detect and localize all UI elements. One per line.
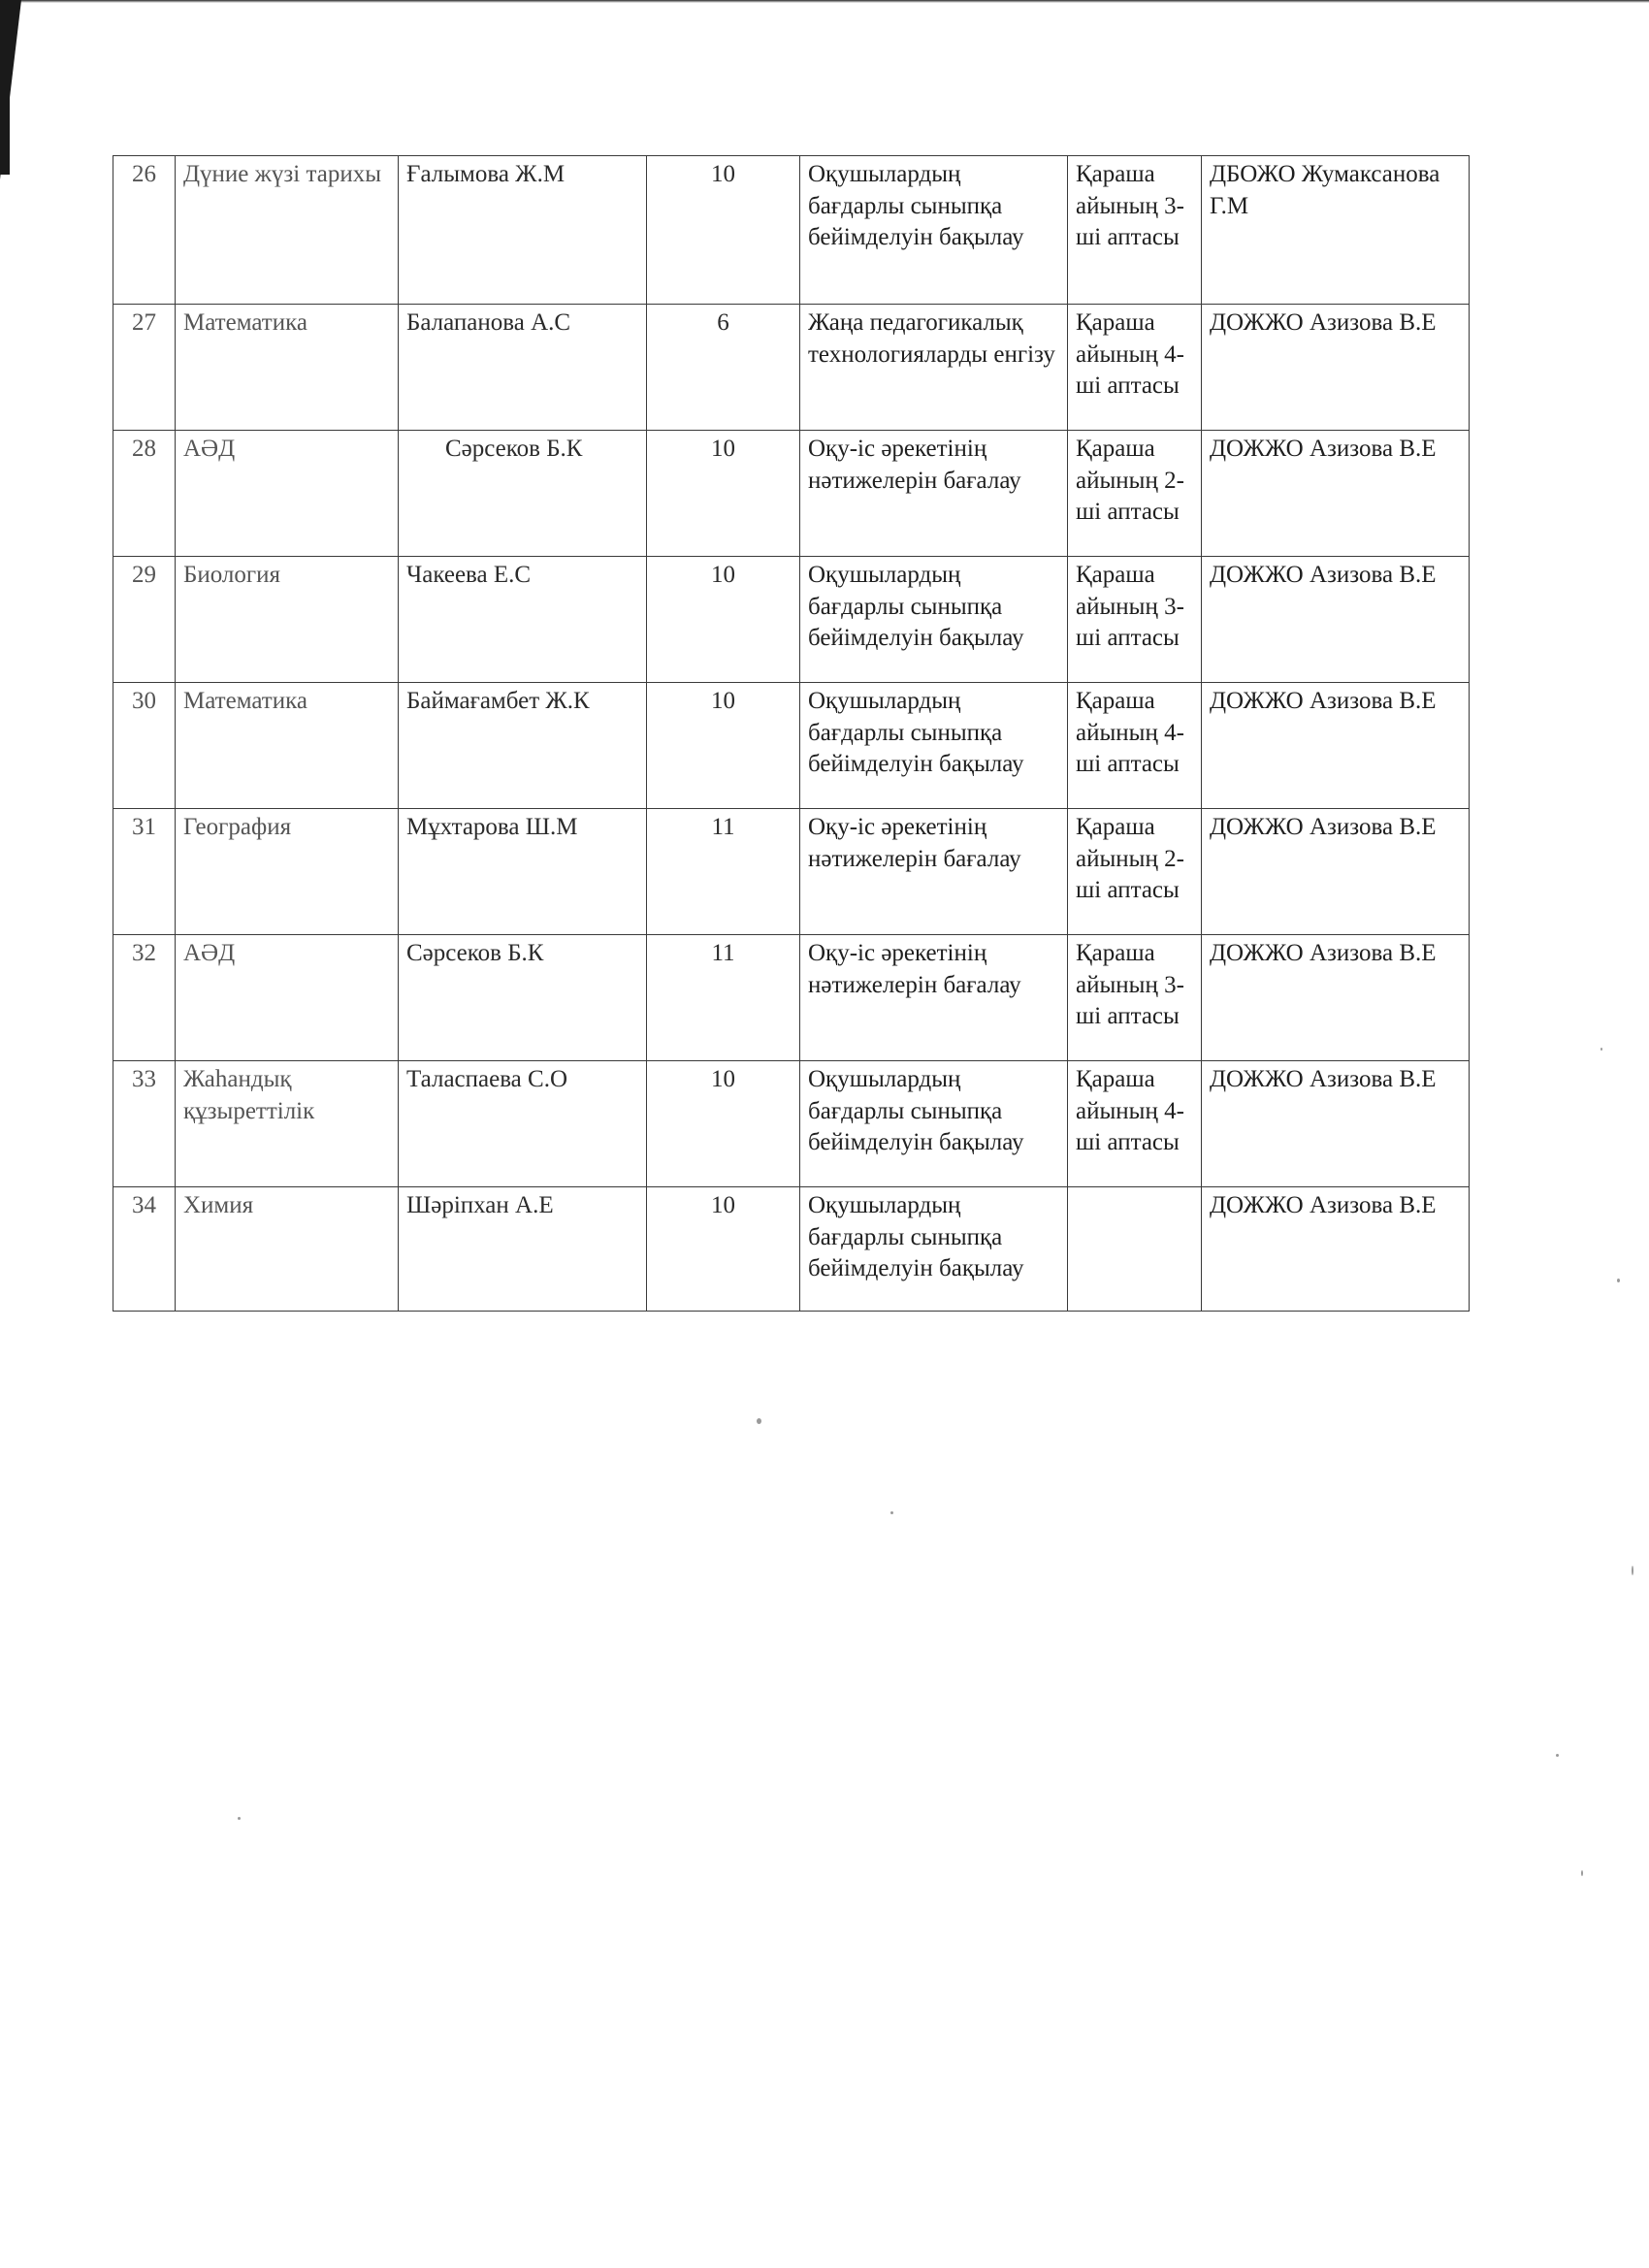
table-row xyxy=(113,1187,1470,1312)
teacher-cell: Ғалымова Ж.М xyxy=(399,156,647,305)
teacher-cell: Шәріпхан А.Е xyxy=(399,1187,647,1312)
time-cell: Қараша айының 4-ші аптасы xyxy=(1068,1061,1202,1187)
time-cell: Қараша айының 4-ші аптасы xyxy=(1068,305,1202,431)
table-row xyxy=(113,935,1470,1061)
row-number: 28 xyxy=(113,431,176,557)
table-row xyxy=(113,683,1470,809)
responsible-cell: ДБОЖО Жумаксанова Г.М xyxy=(1202,156,1470,305)
teacher-cell: Сәрсеков Б.К xyxy=(399,935,647,1061)
grade-cell: 10 xyxy=(647,156,800,305)
scan-speck xyxy=(1600,1048,1602,1051)
responsible-cell: ДОЖЖО Азизова В.Е xyxy=(1202,809,1470,935)
subject-cell: Дүние жүзі тарихы xyxy=(176,156,399,305)
row-number: 31 xyxy=(113,809,176,935)
table-row xyxy=(113,809,1470,935)
scan-speck xyxy=(1581,1870,1583,1876)
responsible-cell: ДОЖЖО Азизова В.Е xyxy=(1202,305,1470,431)
scan-speck xyxy=(890,1511,893,1514)
goal-cell: Оқушылардың бағдарлы сыныпқа бейімделуін бақылау xyxy=(800,1187,1068,1312)
scan-speck xyxy=(1617,1279,1620,1282)
goal-cell: Оқу-іс әрекетінің нәтижелерін бағалау xyxy=(800,431,1068,557)
subject-cell: Математика xyxy=(176,683,399,809)
time-cell: Қараша айының 2-ші аптасы xyxy=(1068,809,1202,935)
grade-cell: 10 xyxy=(647,683,800,809)
time-cell: Қараша айының 3-ші аптасы xyxy=(1068,557,1202,683)
time-cell: Қараша айының 2-ші аптасы xyxy=(1068,431,1202,557)
goal-cell: Оқушылардың бағдарлы сыныпқа бейімделуін бақылау xyxy=(800,683,1068,809)
teacher-cell: Сәрсеков Б.К xyxy=(399,431,647,557)
responsible-cell: ДОЖЖО Азизова В.Е xyxy=(1202,431,1470,557)
grade-cell: 10 xyxy=(647,1187,800,1312)
responsible-cell: ДОЖЖО Азизова В.Е xyxy=(1202,1061,1470,1187)
table-row xyxy=(113,431,1470,557)
subject-cell: Математика xyxy=(176,305,399,431)
teacher-cell: Чакеева Е.С xyxy=(399,557,647,683)
responsible-cell: ДОЖЖО Азизова В.Е xyxy=(1202,683,1470,809)
row-number: 26 xyxy=(113,156,176,305)
subject-cell: АӘД xyxy=(176,431,399,557)
goal-cell: Оқушылардың бағдарлы сыныпқа бейімделуін бақылау xyxy=(800,156,1068,305)
responsible-cell: ДОЖЖО Азизова В.Е xyxy=(1202,557,1470,683)
scan-edge-top xyxy=(0,0,1649,3)
scan-speck xyxy=(238,1817,241,1820)
grade-cell: 11 xyxy=(647,935,800,1061)
grade-cell: 6 xyxy=(647,305,800,431)
subject-cell: Химия xyxy=(176,1187,399,1312)
subject-cell: Биология xyxy=(176,557,399,683)
table-row xyxy=(113,557,1470,683)
teacher-cell: Баймағамбет Ж.К xyxy=(399,683,647,809)
teacher-cell: Таласпаева С.О xyxy=(399,1061,647,1187)
teacher-cell: Мұхтарова Ш.М xyxy=(399,809,647,935)
goal-cell: Оқушылардың бағдарлы сыныпқа бейімделуін бақылау xyxy=(800,557,1068,683)
scan-speck xyxy=(757,1418,761,1424)
responsible-cell: ДОЖЖО Азизова В.Е xyxy=(1202,1187,1470,1312)
table-row xyxy=(113,156,1470,305)
grade-cell: 10 xyxy=(647,557,800,683)
goal-cell: Оқу-іс әрекетінің нәтижелерін бағалау xyxy=(800,809,1068,935)
grade-cell: 10 xyxy=(647,431,800,557)
subject-cell: Жаһандық құзыреттілік xyxy=(176,1061,399,1187)
time-cell: Қараша айының 4-ші аптасы xyxy=(1068,683,1202,809)
subject-cell: АӘД xyxy=(176,935,399,1061)
scan-edge-left-corner xyxy=(0,0,21,179)
subject-cell: География xyxy=(176,809,399,935)
responsible-cell: ДОЖЖО Азизова В.Е xyxy=(1202,935,1470,1061)
goal-cell: Оқушылардың бағдарлы сыныпқа бейімделуін бақылау xyxy=(800,1061,1068,1187)
row-number: 29 xyxy=(113,557,176,683)
teacher-cell: Балапанова А.С xyxy=(399,305,647,431)
grade-cell: 11 xyxy=(647,809,800,935)
row-number: 30 xyxy=(113,683,176,809)
row-number: 32 xyxy=(113,935,176,1061)
goal-cell: Оқу-іс әрекетінің нәтижелерін бағалау xyxy=(800,935,1068,1061)
row-number: 34 xyxy=(113,1187,176,1312)
control-plan-table xyxy=(113,155,1470,1312)
scan-speck xyxy=(1556,1754,1559,1757)
grade-cell: 10 xyxy=(647,1061,800,1187)
time-cell: Қараша айының 3-ші аптасы xyxy=(1068,156,1202,305)
scan-speck xyxy=(1632,1566,1633,1575)
time-cell xyxy=(1068,1187,1202,1312)
table-row xyxy=(113,1061,1470,1187)
row-number: 33 xyxy=(113,1061,176,1187)
goal-cell: Жаңа педагогикалық технологияларды енгізу xyxy=(800,305,1068,431)
table-row xyxy=(113,305,1470,431)
row-number: 27 xyxy=(113,305,176,431)
time-cell: Қараша айының 3-ші аптасы xyxy=(1068,935,1202,1061)
